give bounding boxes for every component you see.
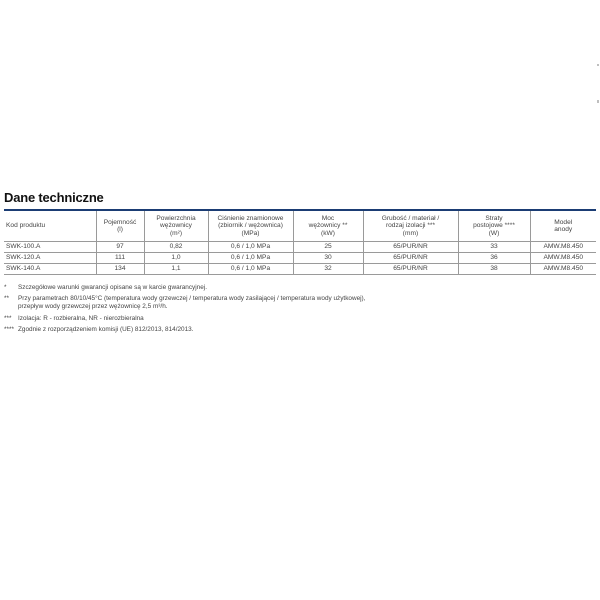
section-title: Dane techniczne — [4, 190, 104, 205]
table-cell: AMW.M8.450 — [530, 242, 596, 253]
table-cell: 1,1 — [144, 264, 208, 275]
table-row — [4, 242, 596, 253]
edge-mark-middle — [597, 100, 599, 103]
table-row — [4, 253, 596, 264]
header-straty: Straty postojowe **** (W) — [458, 211, 530, 242]
table-cell: 38 — [458, 264, 530, 275]
header-model-anody: Model anody — [530, 211, 596, 242]
footnote — [4, 295, 564, 311]
technical-data-table — [4, 211, 596, 275]
footnote-text: Izolacja: R - rozbieralna, NR - nierozbieralna — [18, 314, 144, 322]
table-cell: 65/PUR/NR — [363, 253, 458, 264]
table-cell: 30 — [293, 253, 363, 264]
table-cell: AMW.M8.450 — [530, 253, 596, 264]
table-cell: 1,0 — [144, 253, 208, 264]
header-powierzchnia: Powierzchnia wężownicy (m²) — [144, 211, 208, 242]
table-cell: 25 — [293, 242, 363, 253]
header-kod-produktu: Kod produktu — [4, 211, 96, 242]
table-cell: 65/PUR/NR — [363, 264, 458, 275]
footnote — [4, 326, 564, 334]
table-cell: SWK-100.A — [4, 242, 96, 253]
footnote — [4, 315, 564, 323]
edge-mark-top — [597, 64, 599, 66]
table-cell: 111 — [96, 253, 144, 264]
footnote-text: Szczegółowe warunki gwarancji opisane są w karcie gwarancyjnej. — [18, 284, 207, 291]
footnote-mark: *** — [4, 314, 12, 322]
table-cell: 134 — [96, 264, 144, 275]
table-cell: AMW.M8.450 — [530, 264, 596, 275]
header-moc: Moc wężownicy ** (kW) — [293, 211, 363, 242]
table-cell: 36 — [458, 253, 530, 264]
technical-data-section — [4, 190, 596, 275]
table-cell: SWK-140.A — [4, 264, 96, 275]
table-cell: 0,6 / 1,0 MPa — [208, 264, 293, 275]
footnote-text: Przy parametrach 80/10/45°C (temperatura wody grzewczej / temperatura wody zasilającej / temperatura wody użytkowej), przepływ wody grzewczej przez wężownicę 2,5 m³/h. — [18, 295, 366, 311]
footnote-mark: * — [4, 284, 7, 291]
table-cell: 33 — [458, 242, 530, 253]
table-cell: 0,82 — [144, 242, 208, 253]
footnote-mark: **** — [4, 325, 14, 333]
table-row — [4, 264, 596, 275]
table-cell: SWK-120.A — [4, 253, 96, 264]
table-header-row — [4, 211, 596, 242]
table-cell: 32 — [293, 264, 363, 275]
footnote-text: Zgodnie z rozporządzeniem komisji (UE) 812/2013, 814/2013. — [18, 325, 194, 333]
header-grubosc: Grubość / materiał / rodzaj izolacji *** (mm) — [363, 211, 458, 242]
footnote — [4, 284, 564, 292]
footnote-mark: ** — [4, 295, 9, 303]
header-pojemnosc: Pojemność (l) — [96, 211, 144, 242]
table-cell: 0,6 / 1,0 MPa — [208, 242, 293, 253]
table-cell: 0,6 / 1,0 MPa — [208, 253, 293, 264]
table-cell: 97 — [96, 242, 144, 253]
footnotes — [4, 284, 564, 334]
table-cell: 65/PUR/NR — [363, 242, 458, 253]
header-cisnienie: Ciśnienie znamionowe (zbiornik / wężownica) (MPa) — [208, 211, 293, 242]
